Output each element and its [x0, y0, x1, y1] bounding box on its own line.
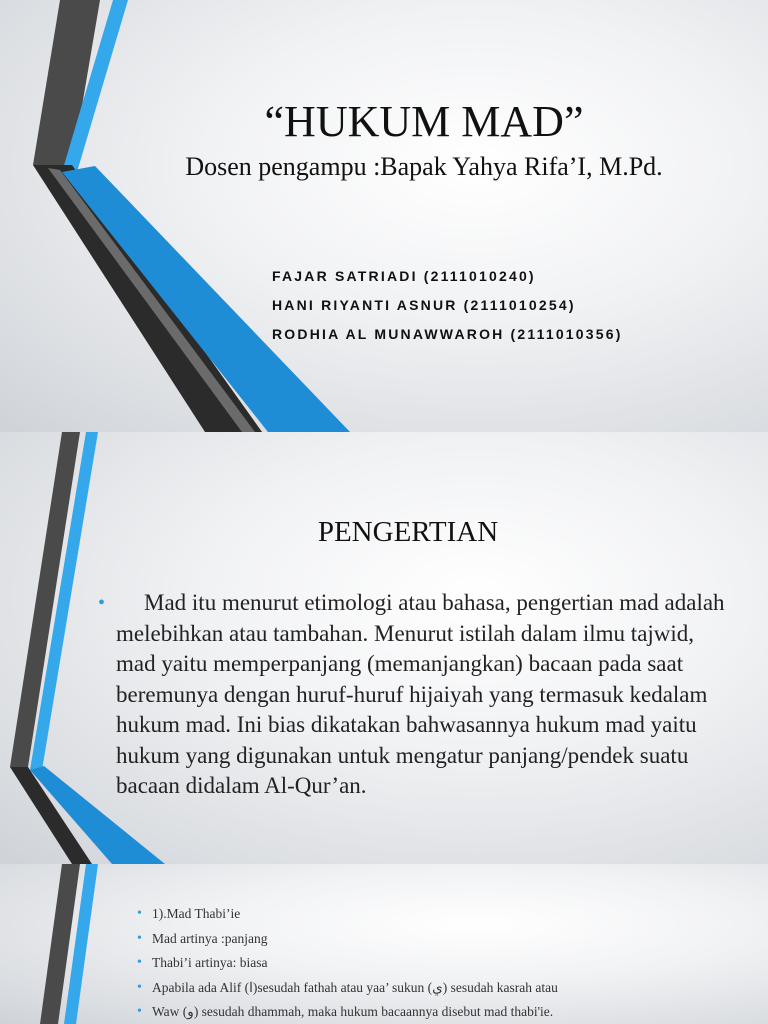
author-list — [272, 262, 623, 349]
list-item: • Apabila ada Alif (ا)sesudah fathah atau yaa’ sukun (ي) sesudah kasrah atau — [137, 976, 747, 1001]
definition-paragraph: Mad itu menurut etimologi atau bahasa, pengertian mad adalah melebihkan atau tambahan. Menurut istilah dalam ilmu tajwid, mad yaitu memperpanjang (memanjangkan) bacaan pada saat beremunya dengan huruf-huruf hijaiyah yang termasuk kedalam hukum mad. Ini bias dikatakan bahwasannya hukum mad yaitu hukum yang digunakan untuk mengatur panjang/pendek suatu bacaan didalam Al-Qur’an. — [116, 590, 725, 798]
author-item: HANI RIYANTI ASNUR (2111010254) — [272, 297, 576, 313]
stripe-decoration — [0, 0, 768, 432]
slide-title — [0, 0, 768, 432]
bullet-icon: • — [98, 592, 106, 614]
definition-block — [98, 588, 728, 802]
slide-pengertian — [0, 432, 768, 864]
list-item: • Mad artinya :panjang — [137, 927, 747, 952]
lecturer-subtitle: Dosen pengampu :Bapak Yahya Rifa’I, M.Pd. — [185, 152, 663, 181]
author-item: FAJAR SATRIADI (2111010240) — [272, 268, 536, 284]
slide-mad-thabii — [0, 864, 768, 1024]
list-item: • 1).Mad Thabi’ie — [137, 902, 747, 927]
bullet-list — [137, 902, 747, 1024]
section-title: PENGERTIAN — [317, 516, 499, 548]
author-item: RODHIA AL MUNAWWAROH (2111010356) — [272, 326, 623, 342]
list-item: • Thabi’i artinya: biasa — [137, 951, 747, 976]
list-item: • Waw (و) sesudah dhammah, maka hukum bacaannya disebut mad thabi'ie. — [137, 1000, 747, 1024]
presentation-title: “HUKUM MAD” — [264, 97, 584, 146]
